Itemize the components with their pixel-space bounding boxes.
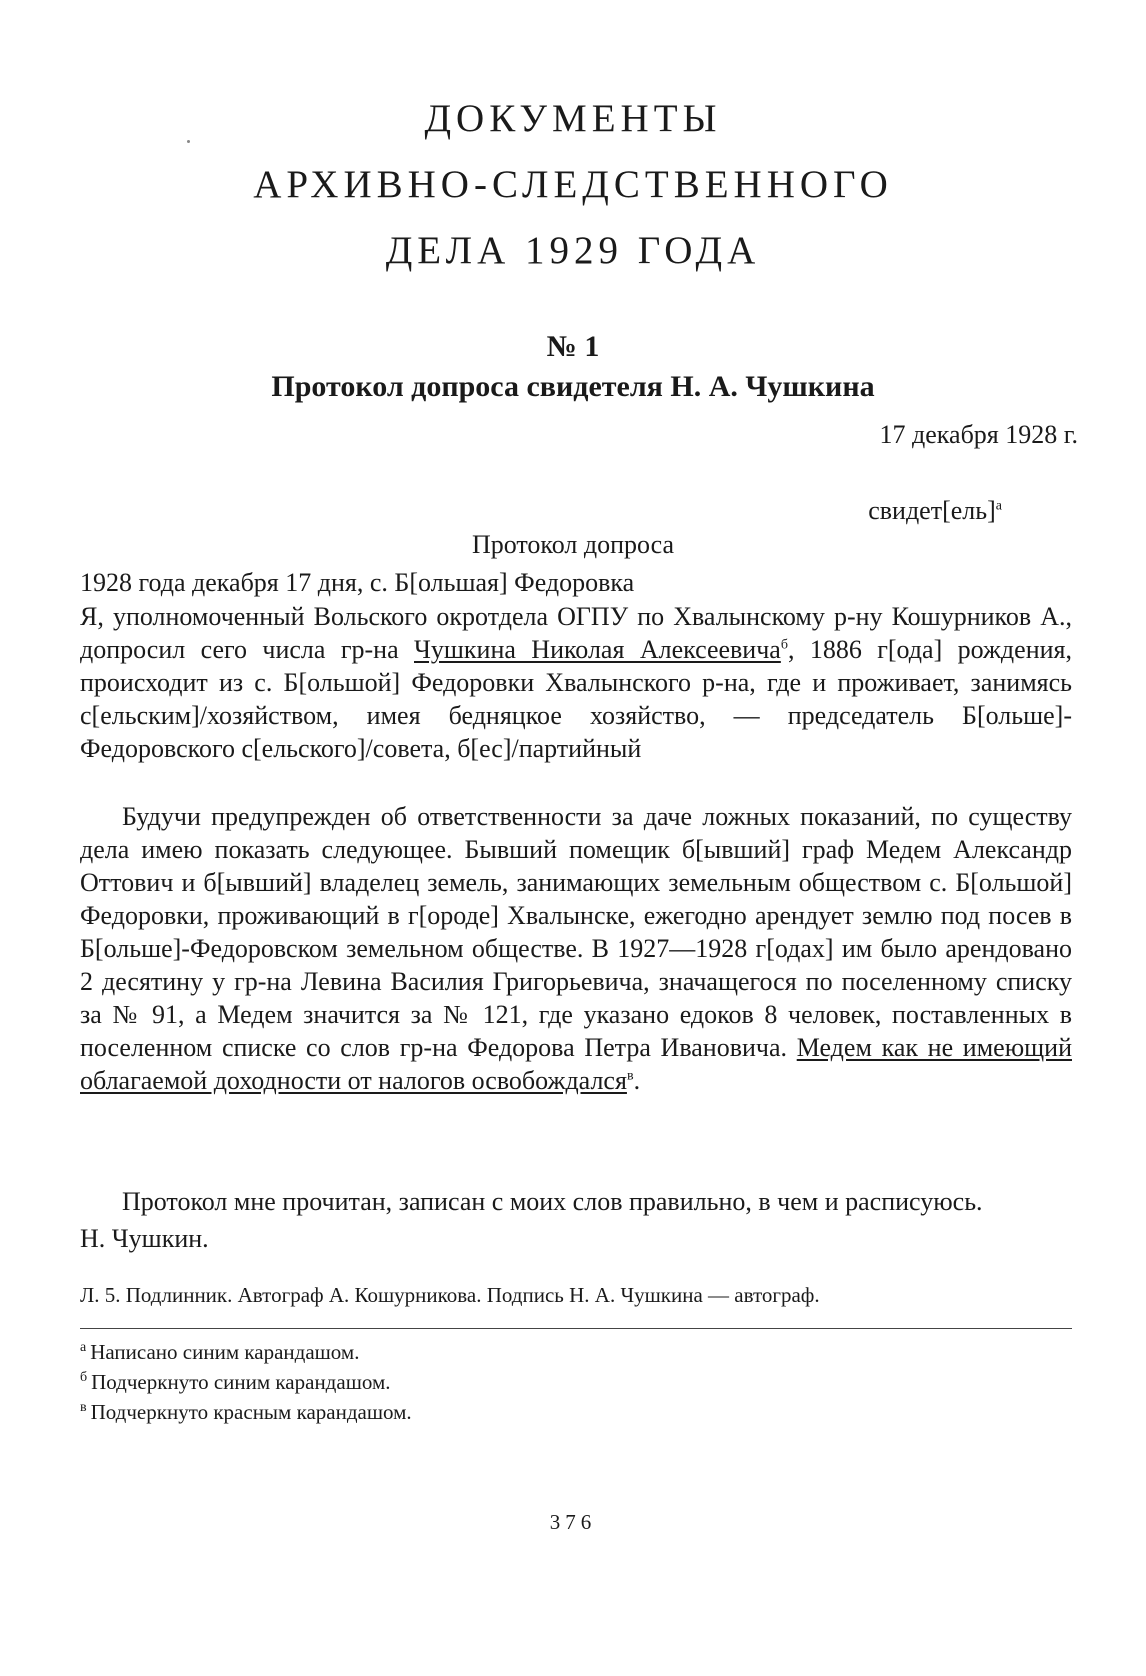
document-heading: Протокол допроса свидетеля Н. А. Чушкина: [271, 370, 875, 403]
footnote-2: [80, 1370, 391, 1395]
footnote-1: [80, 1340, 359, 1365]
footnote-marker-v: в: [626, 1068, 634, 1084]
footnote-divider: [80, 1328, 1072, 1329]
marginal-note-text: свидет[ель]: [868, 496, 996, 525]
footnote-marker-b: б: [780, 637, 788, 653]
document-number: № 1: [546, 330, 600, 363]
footnote-2-mark: б: [80, 1370, 88, 1385]
section-title: [0, 86, 1146, 284]
place-date-line: 1928 года декабря 17 дня, с. Б[ольшая] Федоровка: [80, 568, 635, 597]
protocol-inner-title: Протокол допроса: [471, 530, 675, 559]
footnote-1-mark: а: [80, 1340, 87, 1355]
section-title-line-2: АРХИВНО-СЛЕДСТВЕННОГО: [253, 163, 893, 206]
signature: Н. Чушкин.: [80, 1224, 209, 1253]
paragraph-2-text: Будучи предупрежден об ответственности за даче ложных показаний, по существу дела имею показать следующее. Бывший помещик б[ывший] граф Медем Александр Оттович и б[ывший] владелец земель, занимающих земельным обществом с. Б[ольшой] Федоровки, проживающий в г[ороде] Хвалынске, ежегодно арендует землю под посев в Б[ольше]-Федоровском земельном обществе. В 1927—1928 г[одах] им было арендовано 2 десятину у гр-на Левина Василия Григорьевича, значащегося по поселенному списку за № 91, а Медем значится за № 121, где указано едоков 8 человек, поставленных в поселенном списке со слов гр-на Федорова Петра Ивановича.: [80, 802, 1072, 1062]
source-note: Л. 5. Подлинник. Автограф А. Кошурникова. Подпись Н. А. Чушкина — автограф.: [80, 1283, 820, 1307]
underlined-tax-exemption: Медем как не имеющий облагаемой доходности от налогов освобождался: [80, 1033, 1072, 1095]
underlined-witness-name: Чушкина Николая Алексеевича: [414, 635, 781, 664]
section-title-line-3: ДЕЛА 1929 ГОДА: [385, 229, 761, 272]
document-date: 17 декабря 1928 г.: [879, 420, 1078, 449]
paragraph-1: [80, 600, 1072, 765]
marginal-note: [868, 496, 1002, 526]
paragraph-3: Протокол мне прочитан, записан с моих слов правильно, в чем и расписуюсь.: [122, 1187, 983, 1216]
section-title-line-1: ДОКУМЕНТЫ: [424, 97, 722, 140]
footnote-3: [80, 1400, 412, 1425]
paragraph-1-text-start: Я, уполномоченный Вольского окротдела ОГПУ по Хвалынскому р-ну Кошурников А., допросил сего числа гр-на: [80, 602, 1072, 664]
paragraph-2: [80, 800, 1072, 1097]
footnote-3-text: Подчеркнуто красным карандашом.: [90, 1400, 412, 1424]
footnote-marker-a: а: [995, 498, 1002, 514]
footnote-2-text: Подчеркнуто синим карандашом.: [91, 1370, 391, 1394]
paragraph-1-text-end: , 1886 г[ода] рождения, происходит из с. Б[ольшой] Федоровки Хвалынского р-на, где и проживает, занимясь с[ельским]/хозяйством, имея бедняцкое хозяйство, — председатель Б[ольше]-Федоровского с[ельского]/совета, б[ес]/партийный: [80, 635, 1072, 763]
paragraph-2-end: .: [633, 1066, 641, 1095]
footnote-3-mark: в: [80, 1400, 87, 1415]
page-number: 376: [549, 1510, 597, 1534]
footnote-1-text: Написано синим карандашом.: [90, 1340, 360, 1364]
